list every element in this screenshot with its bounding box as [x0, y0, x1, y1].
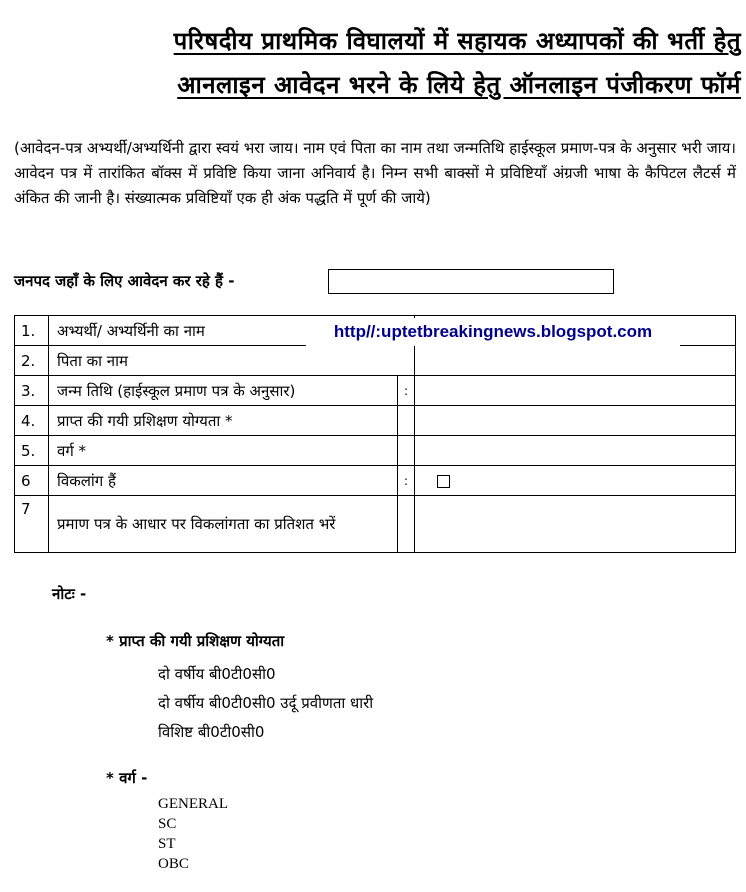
category-list: [158, 794, 228, 874]
row-label-dob: जन्म तिथि (हाईस्कूल प्रमाण पत्र के अनुसार): [49, 376, 398, 406]
row-number: 4.: [15, 406, 49, 436]
row-number: 5.: [15, 436, 49, 466]
disability-percent-field[interactable]: [415, 496, 736, 553]
qualification-field[interactable]: [415, 406, 736, 436]
row-label-disability-percent: प्रमाण पत्र के आधार पर विकलांगता का प्रतिशत भरें: [49, 496, 398, 553]
blog-url-watermark: http//:uptetbreakingnews.blogspot.com: [306, 318, 680, 346]
category-field[interactable]: [415, 436, 736, 466]
row-colon: :: [398, 376, 415, 406]
row-number: 6: [15, 466, 49, 496]
category-note-heading: * वर्ग -: [106, 769, 148, 787]
list-item: ST: [158, 836, 176, 852]
row-label-qualification: प्राप्त की गयी प्रशिक्षण योग्यता *: [49, 406, 398, 436]
row-label-disabled: विकलांग हैं: [49, 466, 398, 496]
list-item: GENERAL: [158, 796, 228, 812]
row-number: 2.: [15, 346, 49, 376]
row-label-category: वर्ग *: [49, 436, 398, 466]
list-item: दो वर्षीय बी0टी0सी0: [158, 665, 276, 683]
row-spacer: [398, 406, 415, 436]
row-label-father-name: पिता का नाम: [49, 346, 415, 376]
instructions-paragraph: (आवेदन-पत्र अभ्यर्थी/अभ्यर्थिनी द्वारा स्वयं भरा जाय। नाम एवं पिता का नाम तथा जन्मतिथि हाईस्कूल प्रमाण-पत्र के अनुसार भरी जाय। आवेदन पत्र में तारांकित बॉक्स में प्रविष्टि किया जाना अनिवार्य है। निम्न सभी बाक्सों मे प्रविष्टियाँ अंग्रजी भाषा के कैपिटल लैटर्स में अंकित की जानी है। संख्यात्मक प्रविष्टियाँ एक ही अंक पद्धति में पूर्ण की जाये): [14, 139, 736, 207]
row-number: 7: [15, 496, 49, 553]
list-item: OBC: [158, 856, 189, 872]
form-row-qualification: [15, 406, 736, 436]
form-title-line-1: परिषदीय प्राथमिक विघालयों में सहायक अध्यापकों की भर्ती हेतु: [173, 27, 741, 55]
form-row-category: [15, 436, 736, 466]
form-row-father-name: [15, 346, 736, 376]
father-name-field[interactable]: [415, 346, 736, 376]
disabled-checkbox[interactable]: [437, 475, 450, 488]
district-label: जनपद जहाँ के लिए आवेदन कर रहे हैं -: [14, 272, 235, 290]
qualification-list: [158, 660, 373, 747]
list-item: विशिष्ट बी0टी0सी0: [158, 723, 265, 741]
row-number: 1.: [15, 316, 49, 346]
row-number: 3.: [15, 376, 49, 406]
row-spacer: [398, 496, 415, 553]
dob-field[interactable]: [415, 376, 736, 406]
form-row-dob: [15, 376, 736, 406]
form-row-disability-percent: [15, 496, 736, 553]
list-item: दो वर्षीय बी0टी0सी0 उर्दू प्रवीणता धारी: [158, 694, 374, 712]
registration-form-table: [14, 315, 736, 553]
form-row-disabled: [15, 466, 736, 496]
district-input[interactable]: [328, 269, 614, 294]
disabled-field: [415, 466, 736, 496]
row-colon: :: [398, 466, 415, 496]
form-title-line-2: आनलाइन आवेदन भरने के लिये हेतु ऑनलाइन पंजीकरण फॉर्म: [177, 71, 741, 99]
row-spacer: [398, 436, 415, 466]
row-label-candidate-name: अभ्यर्थी/ अभ्यर्थिनी का नाम: [49, 316, 415, 346]
list-item: SC: [158, 816, 177, 832]
qualification-note-heading: * प्राप्त की गयी प्रशिक्षण योग्यता: [106, 632, 285, 650]
note-label: नोटः -: [52, 585, 87, 603]
